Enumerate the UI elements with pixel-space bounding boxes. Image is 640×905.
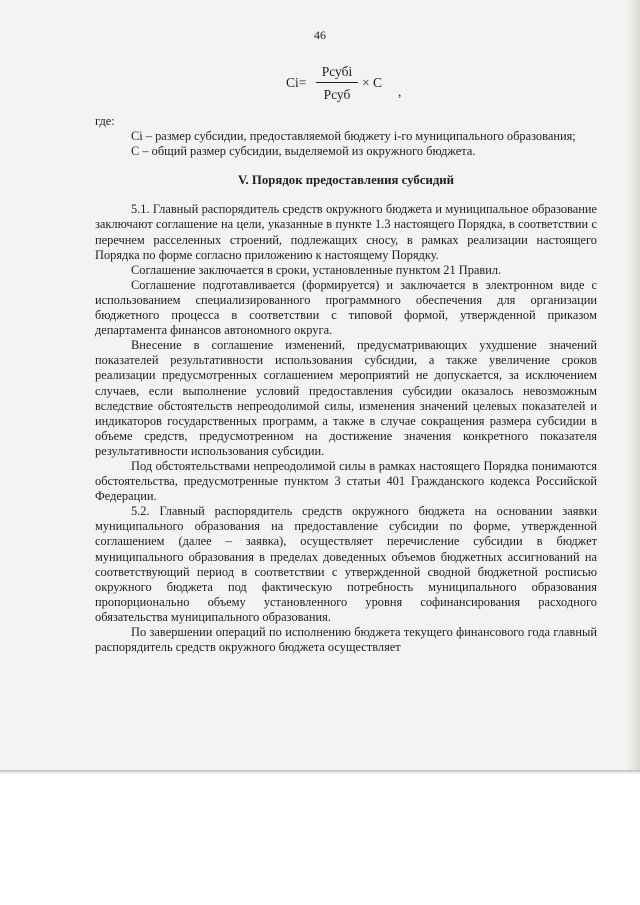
where-label: где: — [95, 114, 115, 128]
paragraph-agreement-electronic: Соглашение подготавливается (формируется) и заключается в электронном виде с использованием специализированного программного обеспечения для организации бюджетного процесса в соответствии с типовой формой, утвержденной приказом департамента финансов автономного округа. — [95, 277, 597, 338]
section-heading: V. Порядок предоставления субсидий — [237, 173, 455, 188]
formula-denominator: Pсуб — [323, 87, 351, 102]
paragraph-5-2: 5.2. Главный распорядитель средств окружного бюджета на основании заявки муниципального образования на предоставление субсидии по форме, утвержденной соглашением (далее – заявка), осуществляет перечисление субсидии в бюджет муниципального образования в пределах доведенных объемов бюджетных ассигнований на соответствующий период в соответствии с утвержденной сводной бюджетной росписью окружного бюджета под фактическую потребность муниципального образования пропорционально объему установленного уровня софинансирования расходного обязательства муниципального образования. — [95, 504, 597, 624]
formula-lhs: Ci= — [286, 75, 307, 90]
definition-ci: Ci – размер субсидии, предоставляемой бюджету i-го муниципального образования; — [131, 129, 576, 144]
formula-rhs: × С — [362, 75, 382, 90]
definition-c: С – общий размер субсидии, выделяемой из окружного бюджета. — [131, 144, 476, 159]
paragraph-agreement-changes: Внесение в соглашение изменений, предусматривающих ухудшение значений показателей результативности использования субсидии, а также увеличение сроков реализации предусмотренных соглашением мероприятий не допускается, за исключением случаев, если выполнение условий предоставления субсидии оказалось невозможным вследствие обстоятельств непреодолимой силы, изменения значений целевых показателей и индикаторов государственных программ, а также в случае сокращения размера субсидии в объеме средств, предусмотренном на достижение значения конкретного показателя результативности использования субсидии. — [95, 338, 597, 458]
fraction-bar — [316, 82, 358, 83]
formula-trailing-comma: , — [398, 84, 402, 99]
paragraph-force-majeure: Под обстоятельствами непреодолимой силы в рамках настоящего Порядка понимаются обстоятельства, предусмотренные пунктом 3 статьи 401 Гражданского кодекса Российской Федерации. — [95, 458, 597, 504]
formula-numerator: Pсубi — [321, 64, 353, 79]
page-edge-shadow — [626, 0, 640, 770]
paragraph-year-end: По завершении операций по исполнению бюджета текущего финансового года главный распорядитель средств окружного бюджета осуществляет — [95, 625, 597, 655]
page-bottom-shadow — [0, 770, 640, 774]
page-number: 46 — [314, 28, 326, 42]
formula-fraction — [316, 62, 358, 104]
paragraph-agreement-terms: Соглашение заключается в сроки, установленные пунктом 21 Правил. — [131, 262, 502, 277]
document-body — [95, 114, 597, 655]
paragraph-5-1: 5.1. Главный распорядитель средств окружного бюджета и муниципальное образование заключают соглашение на цели, указанные в пункте 1.3 настоящего Порядка, в соответствии с перечнем расселенных строений, подлежащих сносу, в рамках реализации настоящего Порядка по форме согласно приложению к настоящему Порядку. — [95, 202, 597, 262]
